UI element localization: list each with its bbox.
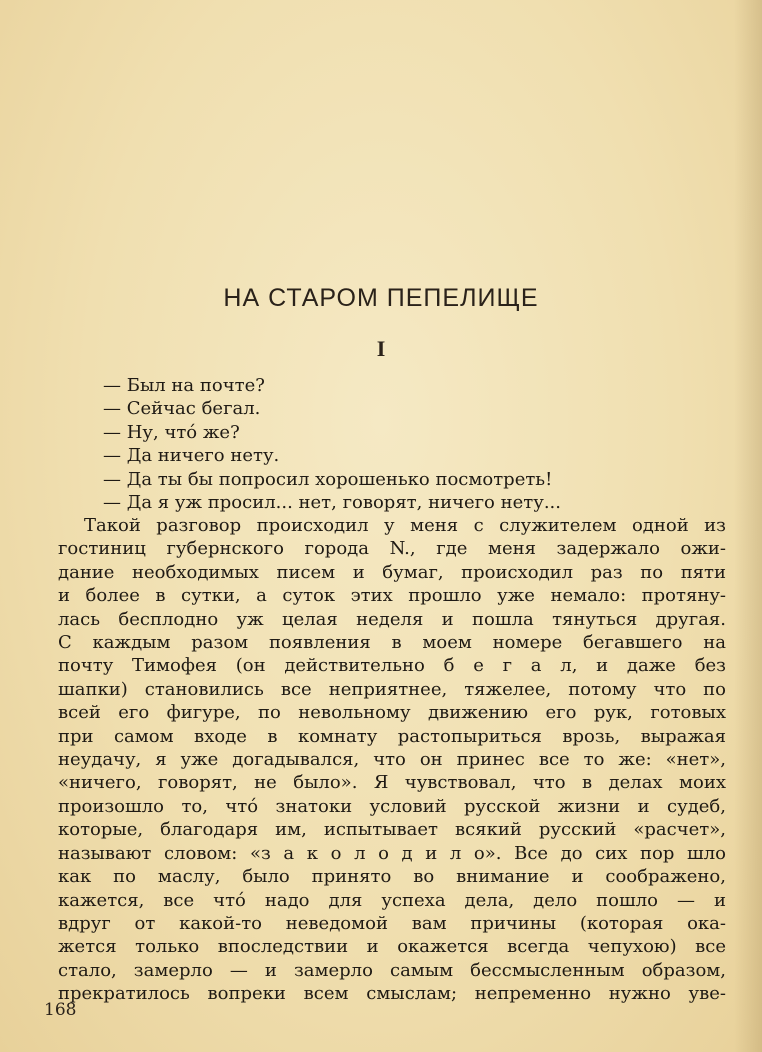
- dialogue-line: — Да я уж просил... нет, говорят, ничего нету...: [103, 492, 561, 514]
- section-number: I: [376, 336, 386, 361]
- text-line: неудачу, я уже догадывался, что он принес все то же: «нет»,: [58, 749, 726, 771]
- dialogue-line: — Сейчас бегал.: [103, 398, 261, 420]
- body-paragraph: [58, 514, 726, 1006]
- text-line: произошло то, чтó знатоки условий русской жизни и судеб,: [58, 795, 726, 817]
- dialogue-line: — Ну, чтó же?: [103, 421, 240, 443]
- dialogue-block: [103, 374, 723, 514]
- dialogue-line: — Да ты бы попросил хорошенько посмотреть!: [103, 468, 553, 490]
- text-line: жется только впоследствии и окажется всегда чепухою) все: [58, 936, 726, 958]
- chapter-title: НА СТАРОМ ПЕПЕЛИЩЕ: [223, 284, 539, 312]
- page-edge-shadow: [734, 0, 762, 1052]
- text-line: всей его фигуре, по невольному движению его рук, готовых: [58, 702, 726, 724]
- text-line: Такой разговор происходил у меня с служителем одной из: [84, 515, 726, 536]
- text-line: гостиниц губернского города N., где меня задержало ожи-: [58, 538, 726, 560]
- text-line: «ничего, говорят, не было». Я чувствовал, что в делах моих: [58, 772, 726, 794]
- text-line: дание необходимых писем и бумаг, происходил раз по пяти: [58, 561, 726, 583]
- dialogue-line: — Был на почте?: [103, 375, 265, 396]
- text-line: С каждым разом появления в моем номере бегавшего на: [58, 632, 726, 654]
- text-line: кажется, все чтó надо для успеха дела, дело пошло — и: [58, 889, 726, 911]
- text-line: прекратилось вопреки всем смыслам; непременно нужно уве-: [58, 983, 726, 1005]
- text-line: и более в сутки, а суток этих прошло уже немало: протяну-: [58, 585, 726, 607]
- text-line: лась бесплодно уж целая неделя и пошла тянуться другая.: [58, 608, 726, 630]
- text-line: почту Тимофея (он действительно б е г а л, и даже без: [58, 655, 726, 677]
- text-line: вдруг от какой-то неведомой вам причины (которая ока-: [58, 912, 726, 934]
- dialogue-line: — Да ничего нету.: [103, 445, 280, 467]
- text-line: стало, замерло — и замерло самым бессмысленным образом,: [58, 959, 726, 981]
- text-line: называют словом: «з а к о л о д и л о». Все до сих пор шло: [58, 842, 726, 864]
- text-line: при самом входе в комнату растопыриться врозь, выражая: [58, 725, 726, 747]
- text-line: которые, благодаря им, испытывает всякий русский «расчет»,: [58, 819, 726, 841]
- text-line: шапки) становились все неприятнее, тяжелее, потому что по: [58, 678, 726, 700]
- text-line: как по маслу, было принято во внимание и соображено,: [58, 866, 726, 888]
- page-number: 168: [44, 1000, 77, 1020]
